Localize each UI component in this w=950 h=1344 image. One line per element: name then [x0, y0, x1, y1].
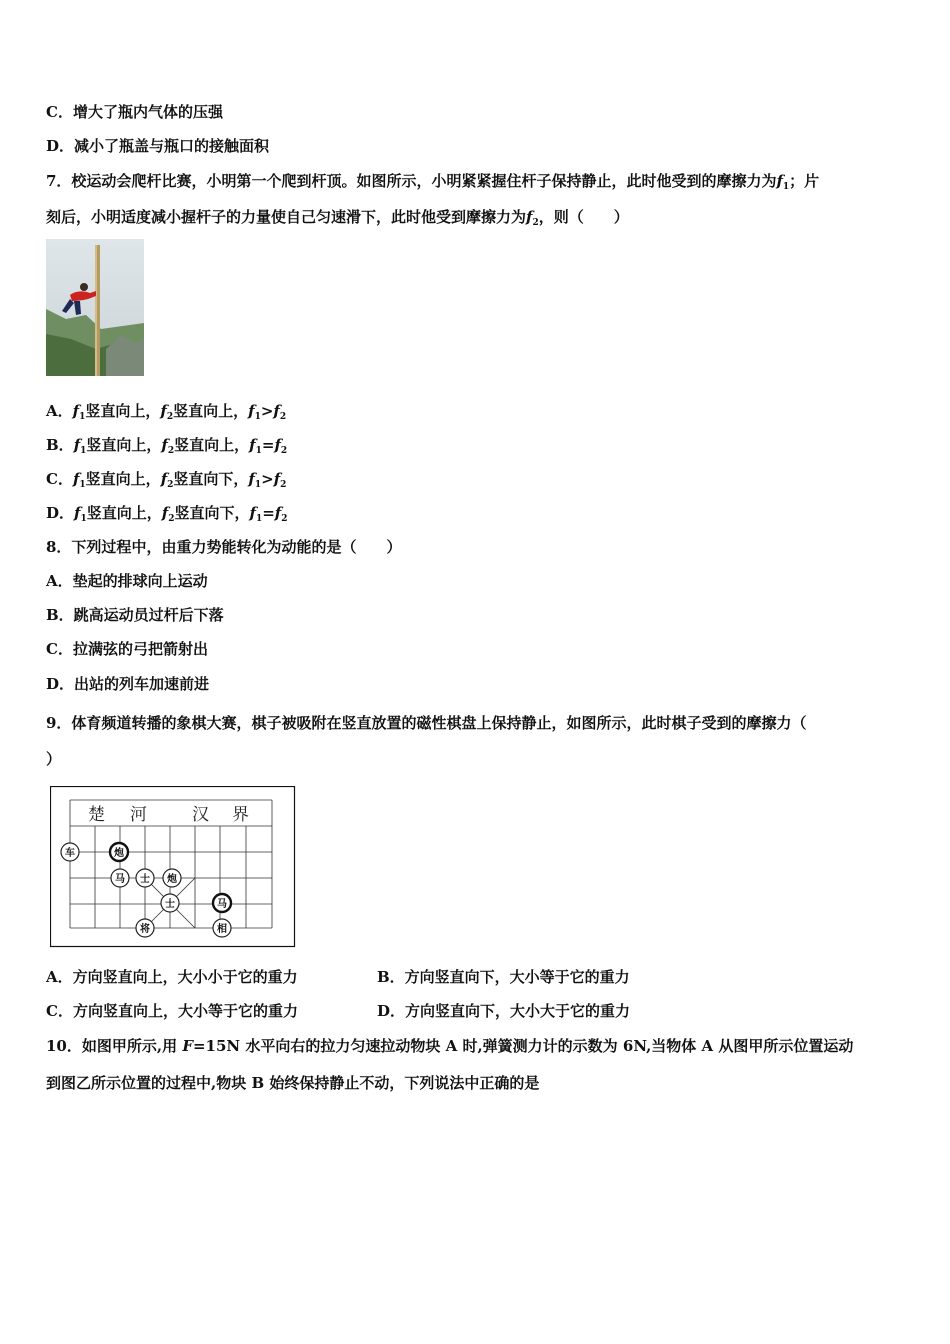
svg-text:士: 士: [165, 899, 175, 910]
q7-stem-line2: 刻后，小明适度减小握杆子的力量使自己匀速滑下，此时他受到摩擦力为$f_2$，则（ ）: [46, 208, 629, 228]
river-char-he: 河: [130, 805, 147, 825]
chess-piece-ma-black: [213, 894, 231, 912]
q10-stem-line2: 到图乙所示位置的过程中,物块 B 始终保持静止不动，下列说法中正确的是: [46, 1074, 540, 1092]
q8-option-d: D．出站的列车加速前进: [46, 675, 210, 693]
q9-stem-line2: ）: [46, 750, 62, 768]
q8-option-c: C．拉满弦的弓把箭射出: [46, 640, 208, 658]
svg-text:将: 将: [140, 924, 150, 935]
chess-piece-shi-center: [161, 894, 179, 912]
q9-stem-line1: 9．体育频道转播的象棋大赛，棋子被吸附在竖直放置的磁性棋盘上保持静止，如图所示，此时棋子受到的摩擦力（: [46, 714, 807, 732]
q7-option-c: C．$f_1$竖直向上，$f_2$竖直向下，$f_1>f_2$: [46, 470, 287, 490]
q7-stem-line1: 7．校运动会爬杆比赛，小明第一个爬到杆顶。如图所示，小明紧紧握住杆子保持静止，此时他受到的摩擦力为$f_1$；片: [46, 172, 820, 192]
river-char-chu: 楚: [88, 805, 105, 825]
q7-option-a: A．$f_1$竖直向上，$f_2$竖直向上，$f_1>f_2$: [46, 402, 287, 422]
chess-piece-che: [61, 843, 79, 861]
chess-piece-xiang: [213, 919, 231, 937]
q7-option-d: D．$f_1$竖直向上，$f_2$竖直向下，$f_1=f_2$: [46, 504, 288, 524]
q6-option-d: D．减小了瓶盖与瓶口的接触面积: [46, 137, 270, 155]
q9-option-d: D．方向竖直向下，大小大于它的重力: [377, 1002, 631, 1020]
svg-text:士: 士: [140, 874, 150, 885]
q7-option-b: B．$f_1$竖直向上，$f_2$竖直向上，$f_1=f_2$: [46, 436, 288, 456]
chess-piece-shi-top: [136, 869, 154, 887]
q6-option-c: C．增大了瓶内气体的压强: [46, 103, 223, 121]
svg-text:车: 车: [65, 848, 75, 859]
chess-piece-pao-black: [110, 843, 128, 861]
q10-stem-line1: 10．如图甲所示,用 F=15N 水平向右的拉力匀速拉动物块 A 时,弹簧测力计的示数为 6N,当物体 A 从图甲所示位置运动: [46, 1037, 854, 1055]
q8-stem: 8．下列过程中，由重力势能转化为动能的是（ ）: [46, 538, 402, 556]
chess-piece-jiang: [136, 919, 154, 937]
svg-text:马: 马: [115, 874, 125, 885]
svg-text:马: 马: [217, 899, 227, 910]
svg-text:相: 相: [217, 924, 227, 935]
q8-option-a: A．垫起的排球向上运动: [46, 572, 208, 590]
q9-option-b: B．方向竖直向下，大小等于它的重力: [377, 968, 630, 986]
chess-piece-pao-right: [163, 869, 181, 887]
q8-option-b: B．跳高运动员过杆后下落: [46, 606, 224, 624]
chess-board-figure: [50, 786, 296, 948]
chess-piece-ma-left: [111, 869, 129, 887]
q9-option-a: A．方向竖直向上，大小小于它的重力: [46, 968, 298, 986]
river-char-jie: 界: [232, 805, 249, 825]
svg-text:炮: 炮: [114, 848, 124, 859]
river-char-han: 汉: [192, 805, 209, 825]
svg-text:炮: 炮: [167, 874, 177, 885]
q9-option-c: C．方向竖直向上，大小等于它的重力: [46, 1002, 298, 1020]
pole-climbing-photo: [46, 239, 144, 376]
